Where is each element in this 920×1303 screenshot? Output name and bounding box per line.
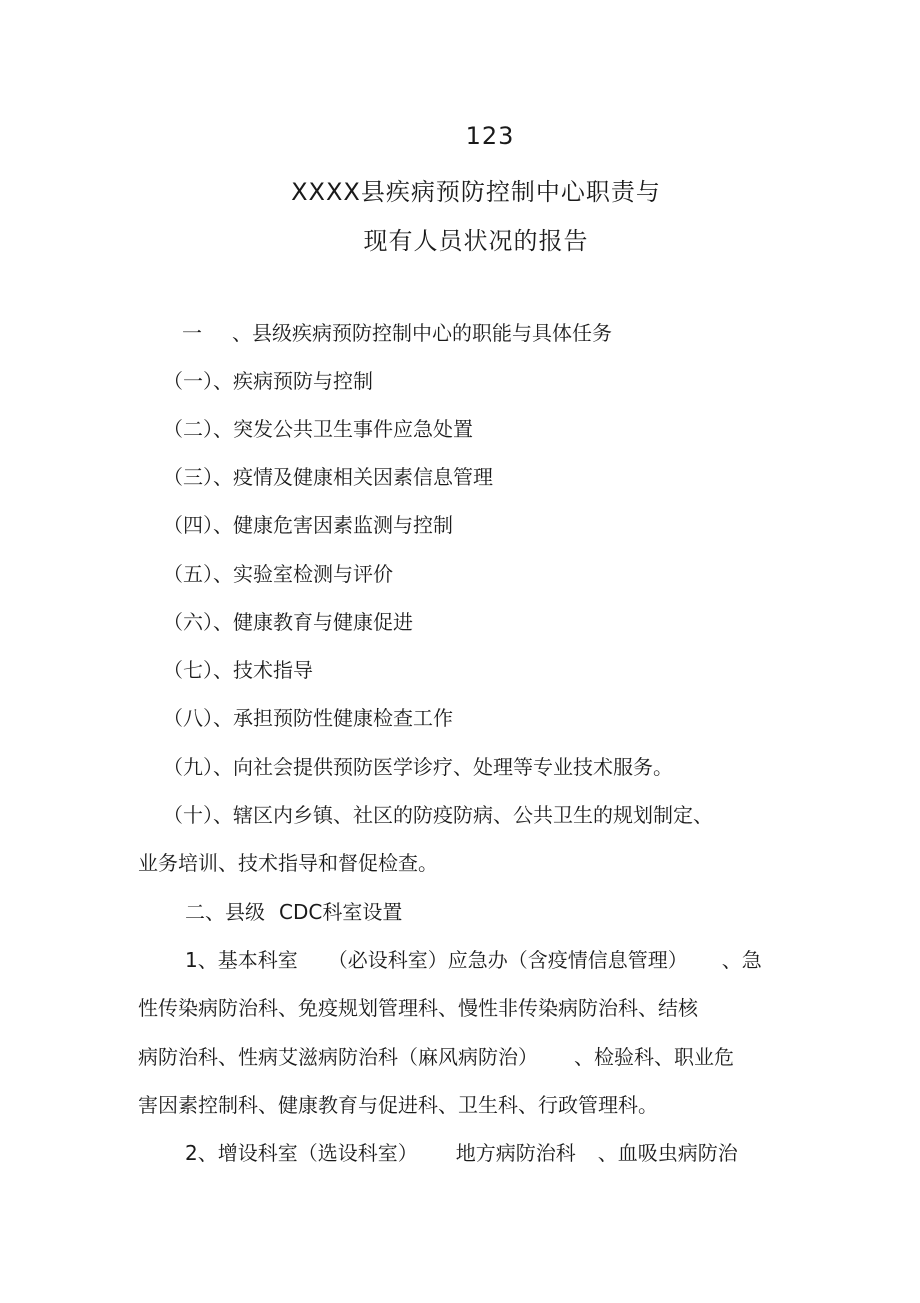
list-item: （八）、承担预防性健康检查工作 [163, 706, 453, 730]
list-item: （一）、疾病预防与控制 [163, 369, 373, 393]
paragraph-2-mid: 地方病防治科 [455, 1141, 576, 1165]
paragraph-1-lead: 1、基本科室 [185, 948, 298, 972]
list-item: （三）、疫情及健康相关因素信息管理 [163, 465, 493, 489]
section-1-number: 一 [182, 321, 202, 345]
section-2-title-b: CDC科室设置 [279, 900, 403, 924]
list-item: （六）、健康教育与健康促进 [163, 610, 413, 634]
paragraph-2-lead: 2、增设科室（选设科室） [185, 1141, 418, 1165]
list-item: （二）、突发公共卫生事件应急处置 [163, 417, 473, 441]
document-number: 123 [465, 122, 515, 150]
section-1-heading [182, 320, 612, 346]
document-title-line-2: 现有人员状况的报告 [363, 227, 589, 255]
paragraph-1-line-1 [185, 947, 762, 973]
section-2-heading [185, 899, 402, 925]
paragraph-2-line-1 [185, 1140, 738, 1166]
list-item-continuation: 业务培训、技术指导和督促检查。 [138, 851, 438, 875]
paragraph-1-mid: （必设科室）应急办（含疫情信息管理） [327, 948, 688, 972]
paragraph-1-line-4: 害因素控制科、健康教育与促进科、卫生科、行政管理科。 [138, 1093, 658, 1117]
list-item: （九）、向社会提供预防医学诊疗、处理等专业技术服务。 [163, 755, 673, 779]
list-item: （十）、辖区内乡镇、社区的防疫防病、公共卫生的规划制定、 [163, 803, 713, 827]
document-title-line-1: XXXX县疾病预防控制中心职责与 [291, 178, 661, 206]
list-item: （四）、健康危害因素监测与控制 [163, 513, 453, 537]
paragraph-1-end: 、急 [721, 948, 762, 972]
paragraph-1-line-3 [138, 1044, 734, 1070]
paragraph-1-line-3-b: 、检验科、职业危 [574, 1045, 734, 1069]
section-1-title: 、县级疾病预防控制中心的职能与具体任务 [232, 321, 612, 345]
list-item: （七）、技术指导 [163, 658, 313, 682]
section-2-title-a: 二、县级 [185, 900, 265, 924]
paragraph-1-line-2: 性传染病防治科、免疫规划管理科、慢性非传染病防治科、结核 [138, 996, 698, 1020]
paragraph-1-line-3-a: 病防治科、性病艾滋病防治科（麻风病防治） [138, 1045, 538, 1069]
paragraph-2-end: 、血吸虫病防治 [597, 1141, 738, 1165]
list-item: （五）、实验室检测与评价 [163, 562, 393, 586]
